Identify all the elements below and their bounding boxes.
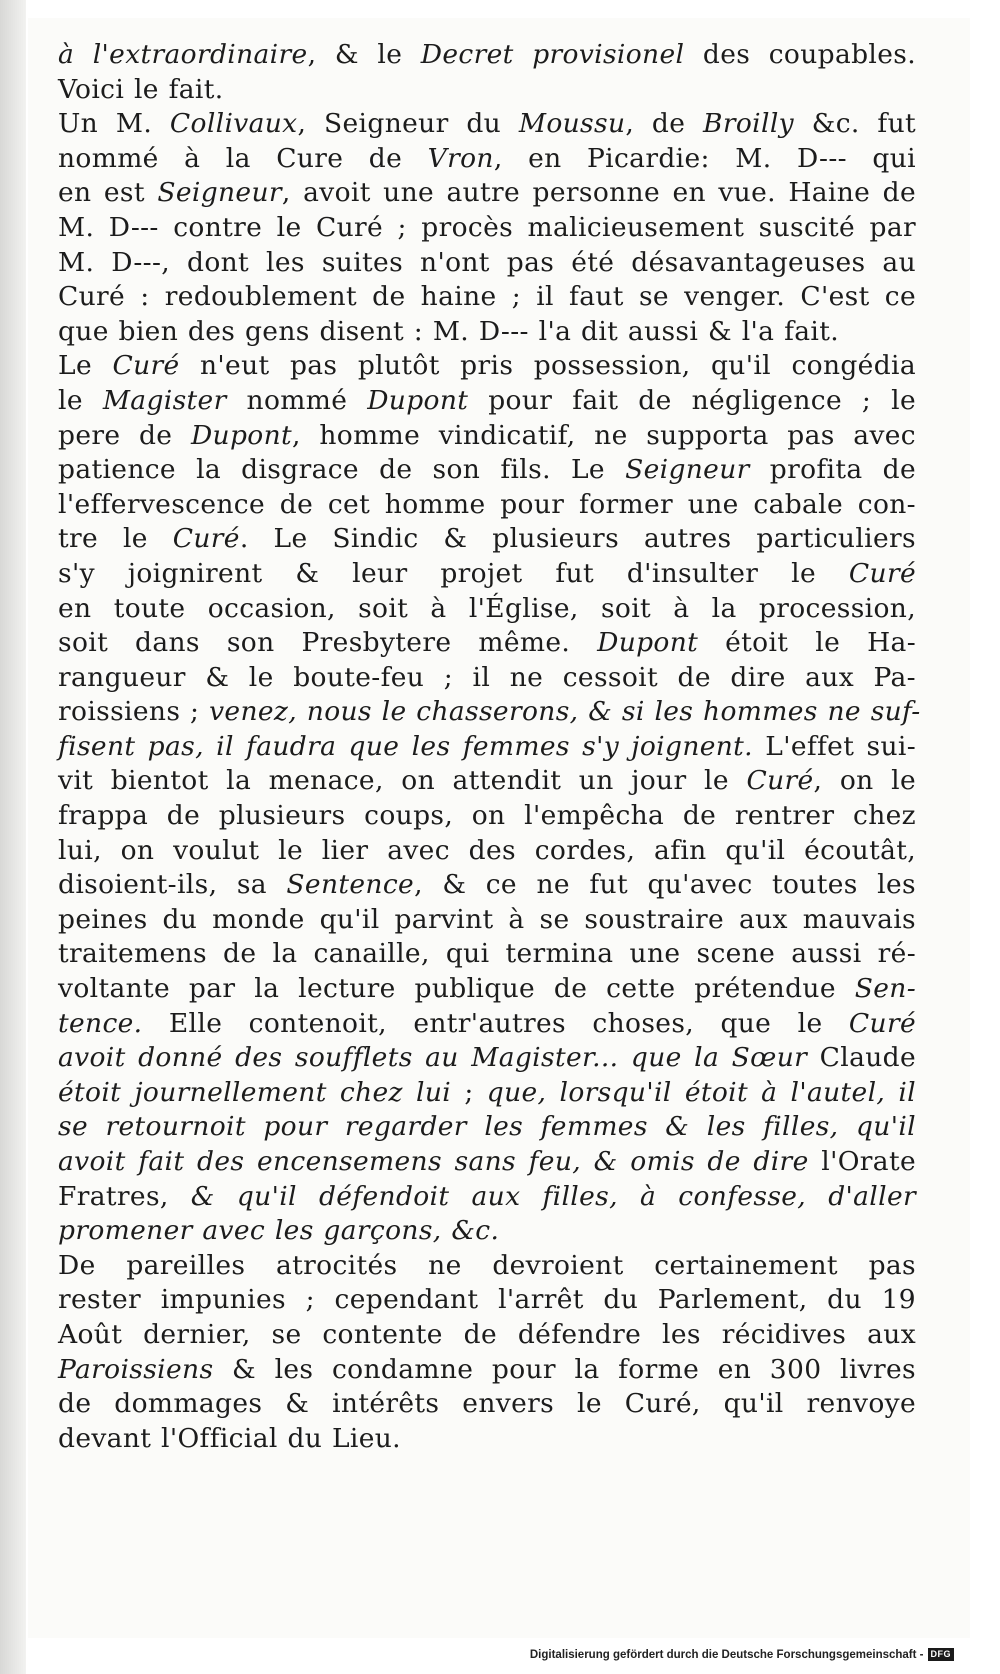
text-line bbox=[58, 107, 916, 142]
digitization-credit bbox=[530, 1648, 954, 1661]
text-span: soit dans son Presbytere même. bbox=[58, 627, 598, 659]
text-span: Le bbox=[58, 350, 113, 382]
italic-span: venez, nous le chasserons, & si les hommes ne suf- bbox=[209, 696, 921, 728]
text-line bbox=[58, 1249, 916, 1284]
text-span: , homme vindicatif, ne supporta pas avec bbox=[292, 419, 916, 451]
text-span: nommé bbox=[226, 384, 368, 416]
italic-span: tence. bbox=[58, 1007, 143, 1039]
text-line bbox=[58, 522, 916, 557]
text-span: nommé à la Cure de bbox=[58, 142, 428, 174]
text-line bbox=[58, 972, 916, 1007]
text-line bbox=[58, 1110, 916, 1145]
text-line bbox=[58, 1076, 916, 1111]
text-span: le bbox=[58, 384, 103, 416]
text-span: patience la disgrace de son fils. Le bbox=[58, 454, 626, 486]
italic-span: Collivaux bbox=[169, 108, 298, 140]
italic-span: étoit journellement chez lui bbox=[58, 1076, 452, 1108]
italic-span: Decret provisionel bbox=[420, 39, 685, 70]
italic-span: Magister bbox=[102, 384, 227, 416]
text-span: peines du monde qu'il parvint à se soustraire aux mauvais bbox=[58, 903, 916, 935]
text-span: , on le bbox=[813, 765, 916, 797]
italic-span: Sen- bbox=[854, 973, 916, 1005]
italic-span: avoit fait des encensemens sans feu, & omis de dire bbox=[58, 1146, 809, 1177]
italic-span: Paroissiens bbox=[58, 1353, 214, 1385]
text-span: étoit le Ha- bbox=[698, 627, 916, 659]
text-span: ; bbox=[451, 1076, 487, 1108]
text-line bbox=[58, 384, 916, 419]
text-line bbox=[58, 557, 916, 592]
credit-text: Digitalisierung gefördert durch die Deutsche Forschungsgemeinschaft - bbox=[529, 1648, 924, 1661]
text-span: de dommages & intérêts envers le Curé, qu'il renvoye bbox=[58, 1388, 916, 1420]
text-line bbox=[58, 349, 916, 384]
text-line bbox=[58, 246, 916, 281]
text-span: , Seigneur du bbox=[297, 108, 519, 140]
text-span: disoient-ils, sa bbox=[58, 869, 287, 901]
italic-span: à l'extraordinaire bbox=[58, 39, 308, 70]
text-span: lui, on voulut le lier avec des cordes, afin qu'il écoutât, bbox=[58, 834, 916, 866]
text-span: roissiens ; bbox=[58, 696, 210, 728]
text-line bbox=[58, 626, 916, 661]
text-line bbox=[58, 453, 916, 488]
text-span: que bien des gens disent : M. D--- l'a dit aussi & l'a fait. bbox=[58, 315, 839, 347]
italic-span: Moussu bbox=[518, 108, 626, 140]
text-line bbox=[58, 211, 916, 246]
text-span: en est bbox=[58, 177, 158, 209]
text-line bbox=[58, 280, 916, 315]
text-span: , & le bbox=[307, 39, 421, 70]
text-span: des coupables. bbox=[684, 39, 917, 70]
text-line bbox=[58, 695, 921, 730]
text-line bbox=[58, 1318, 916, 1353]
text-span: devant l'Official du Lieu. bbox=[58, 1422, 401, 1454]
text-line bbox=[58, 315, 916, 350]
text-span: De pareilles atrocités ne devroient certainement pas bbox=[58, 1249, 916, 1281]
text-span: Elle contenoit, entr'autres choses, que le bbox=[142, 1007, 849, 1039]
text-line bbox=[58, 419, 916, 454]
text-line bbox=[58, 730, 916, 765]
text-span: Voici le fait. bbox=[58, 73, 224, 105]
text-line bbox=[58, 1145, 916, 1180]
text-span: en toute occasion, soit à l'Église, soit à la procession, bbox=[58, 592, 916, 624]
text-line bbox=[58, 1214, 916, 1249]
text-span: pere de bbox=[58, 419, 191, 451]
text-span: M. D--- contre le Curé ; procès malicieusement suscité par bbox=[58, 211, 916, 243]
text-line bbox=[58, 1387, 916, 1422]
italic-span: Curé bbox=[848, 1007, 916, 1039]
italic-span: Curé bbox=[112, 350, 180, 382]
text-span: L'effet sui- bbox=[752, 730, 916, 762]
text-line bbox=[58, 903, 916, 938]
text-line bbox=[58, 937, 916, 972]
text-span: n'eut pas plutôt pris possession, qu'il congédia bbox=[179, 350, 916, 382]
text-span: rangueur & le boute-feu ; il ne cessoit de dire aux Pa- bbox=[58, 661, 916, 693]
text-span: Août dernier, se contente de défendre les récidives aux bbox=[58, 1318, 916, 1350]
text-span: tre le bbox=[58, 523, 173, 555]
text-line bbox=[58, 834, 916, 869]
text-span: . Le Sindic & plusieurs autres particuliers bbox=[239, 523, 916, 555]
italic-span: se retournoit pour regarder les femmes & les filles, qu'il bbox=[58, 1111, 916, 1143]
italic-span: Curé bbox=[848, 557, 916, 589]
text-line bbox=[58, 868, 916, 903]
text-span: Un M. bbox=[58, 108, 170, 140]
text-line bbox=[58, 1283, 916, 1318]
text-line bbox=[58, 764, 916, 799]
text-span: frappa de plusieurs coups, on l'empêcha de rentrer chez bbox=[58, 800, 916, 832]
italic-span: Dupont bbox=[367, 384, 469, 416]
page-edge-shadow bbox=[0, 0, 26, 1674]
text-span: Claude bbox=[807, 1042, 917, 1074]
text-span: M. D---, dont les suites n'ont pas été désavantageuses au bbox=[58, 246, 916, 278]
text-line bbox=[58, 1422, 916, 1457]
text-line bbox=[58, 1007, 916, 1042]
dfg-logo: DFG bbox=[928, 1648, 955, 1661]
italic-span: promener avec les garçons, &c. bbox=[58, 1215, 500, 1247]
italic-span: Sentence bbox=[286, 869, 415, 901]
text-span: profita de bbox=[749, 454, 916, 486]
italic-span: Curé bbox=[746, 765, 814, 797]
body-text bbox=[58, 38, 921, 1456]
text-line bbox=[58, 1041, 916, 1076]
text-span: Curé : redoublement de haine ; il faut se venger. C'est ce bbox=[58, 281, 916, 313]
text-span: pour fait de négligence ; le bbox=[468, 384, 916, 416]
italic-span: Curé bbox=[172, 523, 240, 555]
text-span: , en Picardie: M. D--- qui bbox=[493, 142, 916, 174]
text-span: &c. fut bbox=[793, 108, 916, 140]
text-span: , avoit une autre personne en vue. Haine de bbox=[281, 177, 916, 209]
text-span: vit bientot la menace, on attendit un jour le bbox=[58, 765, 747, 797]
italic-span: Vron bbox=[427, 142, 494, 174]
text-span: voltante par la lecture publique de cette prétendue bbox=[58, 973, 855, 1005]
text-span: & les condamne pour la forme en 300 livres bbox=[213, 1353, 916, 1385]
text-line bbox=[58, 176, 916, 211]
italic-span: que, lorsqu'il étoit à l'autel, il bbox=[486, 1076, 917, 1108]
text-span: rester impunies ; cependant l'arrêt du Parlement, du 19 bbox=[58, 1284, 916, 1316]
text-span: Fratres, bbox=[58, 1180, 191, 1212]
text-line bbox=[58, 661, 916, 696]
text-line bbox=[58, 1180, 916, 1215]
scanned-page bbox=[28, 18, 970, 1638]
text-line bbox=[58, 488, 916, 523]
text-line bbox=[58, 799, 916, 834]
italic-span: fisent pas, il faudra que les femmes s'y joignent. bbox=[58, 730, 753, 762]
text-span: s'y joignirent & leur projet fut d'insulter le bbox=[58, 557, 849, 589]
italic-span: Seigneur bbox=[625, 454, 750, 486]
text-line bbox=[58, 73, 916, 108]
text-line bbox=[58, 1353, 916, 1388]
italic-span: Dupont bbox=[597, 627, 699, 659]
italic-span: Dupont bbox=[190, 419, 293, 451]
text-line bbox=[58, 142, 916, 177]
text-span: l'Orate bbox=[808, 1146, 916, 1177]
italic-span: avoit donné des soufflets au Magister... que la Sœur bbox=[58, 1042, 808, 1074]
text-line bbox=[58, 38, 916, 73]
text-span: l'effervescence de cet homme pour former une cabale con- bbox=[58, 488, 916, 520]
italic-span: Seigneur bbox=[157, 177, 282, 209]
italic-span: Broilly bbox=[703, 108, 794, 140]
italic-span: & qu'il défendoit aux filles, à confesse, d'aller bbox=[190, 1180, 916, 1212]
text-span: , & ce ne fut qu'avec toutes les bbox=[414, 869, 916, 901]
text-line bbox=[58, 592, 916, 627]
text-span: traitemens de la canaille, qui termina une scene aussi ré- bbox=[58, 938, 916, 970]
text-span: , de bbox=[625, 108, 704, 140]
